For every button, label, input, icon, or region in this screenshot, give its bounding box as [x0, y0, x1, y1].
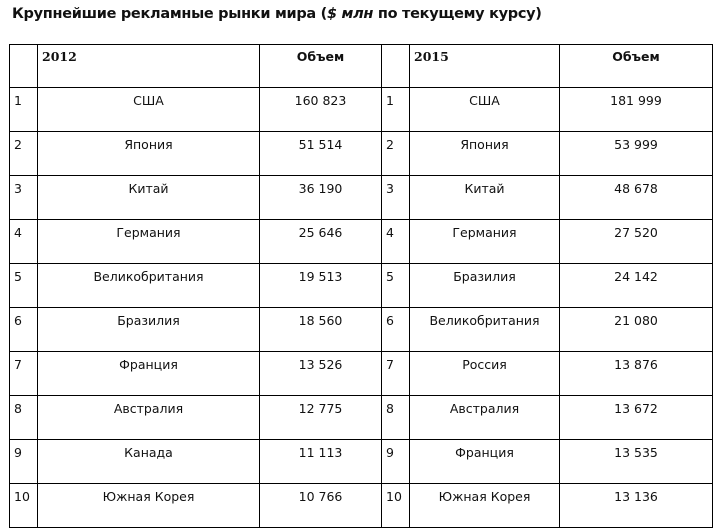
rank-2015: 4: [382, 220, 410, 264]
country-2012: Южная Корея: [38, 484, 260, 528]
volume-2015: 48 678: [560, 176, 713, 220]
volume-2015: 181 999: [560, 88, 713, 132]
table-row: [10, 220, 713, 264]
table-row: [10, 308, 713, 352]
rank-2012: 7: [10, 352, 38, 396]
table-row: [10, 88, 713, 132]
volume-2012: 11 113: [260, 440, 382, 484]
volume-2012: 13 526: [260, 352, 382, 396]
volume-2012: 51 514: [260, 132, 382, 176]
rank-2015: 8: [382, 396, 410, 440]
table-row: [10, 484, 713, 528]
header-empty-left: [10, 45, 38, 88]
volume-2015: 13 876: [560, 352, 713, 396]
country-2012: Франция: [38, 352, 260, 396]
rank-2012: 2: [10, 132, 38, 176]
rank-2015: 1: [382, 88, 410, 132]
rank-2012: 4: [10, 220, 38, 264]
country-2015: Бразилия: [410, 264, 560, 308]
country-2015: Франция: [410, 440, 560, 484]
rank-2015: 5: [382, 264, 410, 308]
rank-2012: 1: [10, 88, 38, 132]
volume-2012: 36 190: [260, 176, 382, 220]
title-text: Крупнейшие рекламные рынки мира (: [12, 6, 327, 22]
country-2015: США: [410, 88, 560, 132]
volume-2012: 25 646: [260, 220, 382, 264]
table-row: [10, 440, 713, 484]
country-2012: Великобритания: [38, 264, 260, 308]
rank-2015: 6: [382, 308, 410, 352]
rank-2015: 2: [382, 132, 410, 176]
country-2015: Южная Корея: [410, 484, 560, 528]
header-volume-2015: Объем: [560, 45, 713, 88]
country-2012: Германия: [38, 220, 260, 264]
table-row: [10, 352, 713, 396]
header-year-2015: 2015: [410, 45, 560, 88]
volume-2015: 13 136: [560, 484, 713, 528]
country-2012: Канада: [38, 440, 260, 484]
country-2015: Великобритания: [410, 308, 560, 352]
country-2012: Бразилия: [38, 308, 260, 352]
rank-2015: 7: [382, 352, 410, 396]
volume-2015: 27 520: [560, 220, 713, 264]
volume-2015: 24 142: [560, 264, 713, 308]
volume-2015: 21 080: [560, 308, 713, 352]
table-row: [10, 264, 713, 308]
country-2015: Австралия: [410, 396, 560, 440]
country-2015: Япония: [410, 132, 560, 176]
table-row: [10, 396, 713, 440]
country-2012: Китай: [38, 176, 260, 220]
volume-2015: 13 535: [560, 440, 713, 484]
volume-2012: 19 513: [260, 264, 382, 308]
page-title: [12, 6, 542, 22]
table-header-row: [10, 45, 713, 88]
rank-2015: 10: [382, 484, 410, 528]
table-row: [10, 176, 713, 220]
volume-2012: 160 823: [260, 88, 382, 132]
title-end: по текущему курсу): [373, 6, 542, 22]
volume-2012: 18 560: [260, 308, 382, 352]
volume-2015: 53 999: [560, 132, 713, 176]
title-unit: $ млн: [327, 6, 374, 22]
rank-2012: 3: [10, 176, 38, 220]
volume-2015: 13 672: [560, 396, 713, 440]
rank-2015: 9: [382, 440, 410, 484]
rank-2012: 5: [10, 264, 38, 308]
header-empty-right: [382, 45, 410, 88]
header-volume-2012: Объем: [260, 45, 382, 88]
ad-markets-table: [9, 44, 713, 528]
rank-2015: 3: [382, 176, 410, 220]
volume-2012: 10 766: [260, 484, 382, 528]
rank-2012: 9: [10, 440, 38, 484]
country-2012: Австралия: [38, 396, 260, 440]
table-row: [10, 132, 713, 176]
country-2015: Россия: [410, 352, 560, 396]
country-2015: Германия: [410, 220, 560, 264]
country-2012: США: [38, 88, 260, 132]
country-2015: Китай: [410, 176, 560, 220]
rank-2012: 8: [10, 396, 38, 440]
rank-2012: 10: [10, 484, 38, 528]
rank-2012: 6: [10, 308, 38, 352]
volume-2012: 12 775: [260, 396, 382, 440]
country-2012: Япония: [38, 132, 260, 176]
header-year-2012: 2012: [38, 45, 260, 88]
